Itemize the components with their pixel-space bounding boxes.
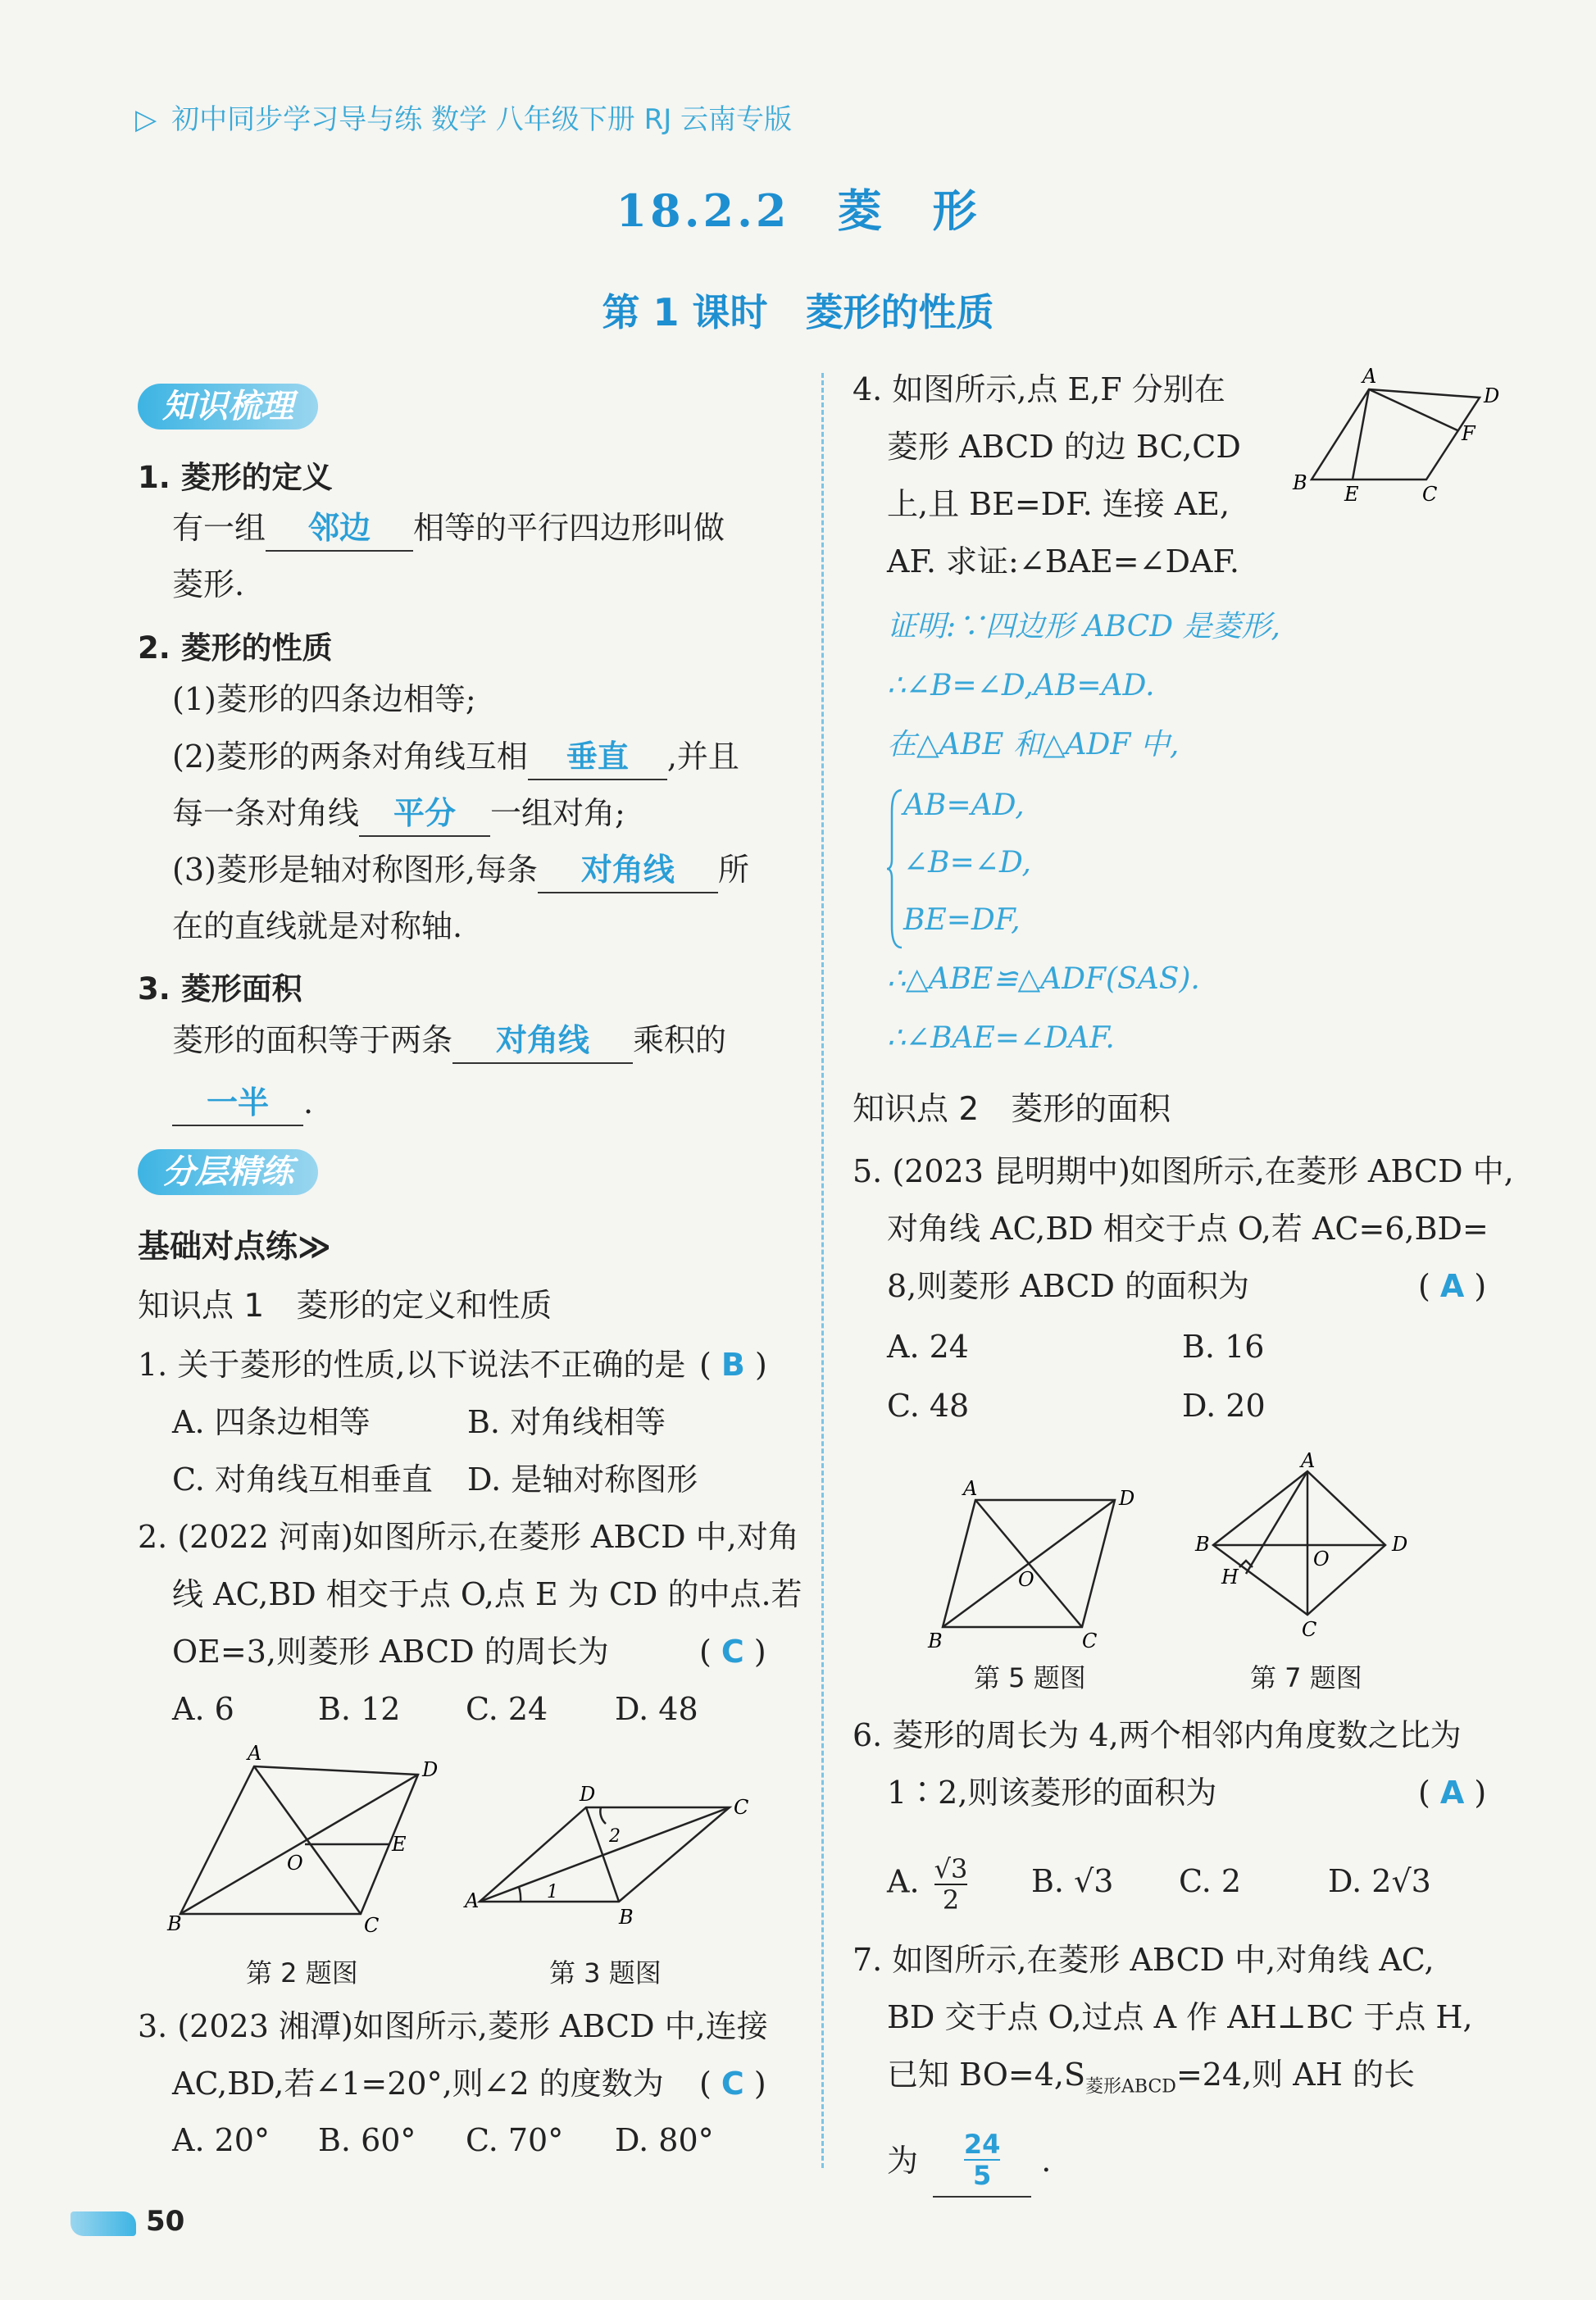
fraction-numerator: 24 bbox=[963, 2129, 1001, 2160]
k2-line2 bbox=[172, 734, 739, 780]
basic-practice-heading: 基础对点练≫ bbox=[138, 1229, 331, 1266]
figure-5 bbox=[918, 1475, 1156, 1656]
figure-4 bbox=[1283, 365, 1512, 512]
fraction-numerator: √3 bbox=[934, 1853, 968, 1884]
k2-line5: 在的直线就是对称轴. bbox=[172, 908, 463, 944]
label-d: D bbox=[1119, 1487, 1135, 1510]
q2-option-b: B. 12 bbox=[318, 1691, 401, 1727]
k1-text-a: 有一组 bbox=[172, 510, 266, 546]
k2-line4 bbox=[172, 848, 749, 893]
label-o: O bbox=[287, 1852, 303, 1875]
page-number-decoration bbox=[70, 2211, 136, 2236]
fraction bbox=[934, 1854, 968, 1915]
answer-blank: 邻边 bbox=[266, 506, 413, 552]
answer-blank: 垂直 bbox=[528, 734, 667, 780]
label-c: C bbox=[1302, 1618, 1317, 1641]
proof-line6: BE=DF, bbox=[903, 903, 1021, 937]
label-o: O bbox=[1018, 1568, 1034, 1591]
q7-subscript: 菱形ABCD bbox=[1085, 2076, 1176, 2098]
k1-heading: 1. 菱形的定义 bbox=[138, 460, 333, 495]
label-a: A bbox=[465, 1889, 480, 1912]
q4-line1: 4. 如图所示,点 E,F 分别在 bbox=[853, 371, 1225, 407]
figure-7 bbox=[1189, 1451, 1435, 1648]
label-a: A bbox=[1301, 1451, 1316, 1472]
play-icon: ▷ bbox=[135, 103, 157, 136]
label-d: D bbox=[1392, 1533, 1408, 1556]
rhombus-abcd bbox=[180, 1766, 418, 1914]
figure-7-caption: 第 7 题图 bbox=[1250, 1662, 1362, 1693]
q2-answer: C bbox=[721, 1634, 744, 1670]
label-angle-2: 2 bbox=[609, 1826, 621, 1847]
q2-line2: 线 AC,BD 相交于点 O,点 E 为 CD 的中点.若 bbox=[172, 1576, 803, 1612]
q2-option-c: C. 24 bbox=[466, 1691, 548, 1727]
q6-line1: 6. 菱形的周长为 4,两个相邻内角度数之比为 bbox=[853, 1717, 1462, 1753]
q5-answer: A bbox=[1439, 1268, 1465, 1304]
lesson-subtitle: 第 1 课时 菱形的性质 bbox=[602, 290, 994, 334]
q7-text: 已知 BO=4,S bbox=[887, 2057, 1085, 2093]
q2-answer-paren: ( C ) bbox=[699, 1634, 766, 1670]
proof-line7: ∴△ABE≌△ADF(SAS). bbox=[887, 962, 1200, 996]
k2-text: 所 bbox=[717, 852, 749, 888]
q6-option-d: D. 2√3 bbox=[1328, 1863, 1431, 1899]
figure-5-caption: 第 5 题图 bbox=[974, 1662, 1086, 1693]
label-c: C bbox=[364, 1914, 380, 1937]
q7-line1: 7. 如图所示,在菱形 ABCD 中,对角线 AC, bbox=[853, 1942, 1435, 1978]
answer-blank: 一半 bbox=[172, 1080, 303, 1126]
k2-text: 每一条对角线 bbox=[172, 795, 360, 831]
angle-2-arc bbox=[600, 1807, 606, 1824]
label-a: A bbox=[248, 1742, 262, 1765]
fraction-denominator: 5 bbox=[972, 2160, 992, 2191]
label-h: H bbox=[1221, 1566, 1239, 1589]
label-e: E bbox=[392, 1833, 407, 1856]
q6-option-c: C. 2 bbox=[1179, 1863, 1242, 1899]
q6-option-a-label: A. bbox=[887, 1863, 920, 1900]
q7-line2: BD 交于点 O,过点 A 作 AH⊥BC 于点 H, bbox=[887, 1999, 1473, 2035]
rhombus-abcd bbox=[1213, 1471, 1385, 1615]
q5-answer-paren: ( A ) bbox=[1418, 1268, 1487, 1304]
answer-blank: 对角线 bbox=[538, 848, 718, 893]
q1-option-a: A. 四条边相等 bbox=[172, 1404, 371, 1440]
q4-line2: 菱形 ABCD 的边 BC,CD bbox=[887, 429, 1241, 465]
proof-line3: 在△ABE 和△ADF 中, bbox=[887, 728, 1180, 761]
q1-option-b: B. 对角线相等 bbox=[467, 1404, 666, 1440]
q6-answer-paren: ( A ) bbox=[1418, 1775, 1487, 1811]
q3-option-d: D. 80° bbox=[615, 2122, 714, 2158]
k2-text: 一组对角; bbox=[490, 795, 625, 831]
answer-blank: 平分 bbox=[359, 791, 490, 837]
q1-answer-paren: ( B ) bbox=[699, 1347, 767, 1383]
q5-line1: 5. (2023 昆明期中)如图所示,在菱形 ABCD 中, bbox=[853, 1153, 1514, 1189]
k3-text: . bbox=[303, 1084, 314, 1120]
k2-text: (3)菱形是轴对称图形,每条 bbox=[172, 852, 538, 888]
label-b: B bbox=[928, 1630, 943, 1652]
proof-line4: AB=AD, bbox=[903, 789, 1025, 822]
label-a: A bbox=[963, 1477, 978, 1500]
k2-line3 bbox=[172, 791, 625, 837]
answer-blank bbox=[933, 2130, 1031, 2198]
q1-option-c: C. 对角线互相垂直 bbox=[172, 1461, 433, 1498]
q3-option-c: C. 70° bbox=[466, 2122, 564, 2158]
figure-3 bbox=[463, 1783, 766, 1939]
k2-text: ,并且 bbox=[666, 739, 739, 775]
q6-option-b: B. √3 bbox=[1031, 1863, 1114, 1899]
label-d: D bbox=[422, 1758, 439, 1781]
q4-line3: 上,且 BE=DF. 连接 AE, bbox=[887, 486, 1230, 522]
label-angle-1: 1 bbox=[547, 1882, 558, 1902]
header-text: 初中同步学习导与练 数学 八年级下册 RJ 云南专版 bbox=[171, 103, 793, 136]
section-title: 18.2.2 菱 形 bbox=[616, 184, 980, 237]
knowledge-point-2: 知识点 2 菱形的面积 bbox=[853, 1091, 1171, 1128]
q4-line4: AF. 求证:∠BAE=∠DAF. bbox=[887, 543, 1239, 580]
q7-text: =24,则 AH 的长 bbox=[1175, 2057, 1415, 2093]
k3-text: 菱形的面积等于两条 bbox=[172, 1022, 453, 1058]
k2-line1: (1)菱形的四条边相等; bbox=[172, 681, 476, 717]
proof-line1: 证明:∵四边形 ABCD 是菱形, bbox=[887, 610, 1280, 643]
page-number: 50 bbox=[146, 2205, 185, 2238]
label-f: F bbox=[1462, 422, 1476, 445]
q7-text: . bbox=[1041, 2143, 1052, 2179]
q6-option-a bbox=[887, 1854, 967, 1915]
answer-blank: 对角线 bbox=[452, 1018, 633, 1064]
q2-option-a: A. 6 bbox=[172, 1691, 234, 1727]
rhombus-abcd bbox=[1312, 389, 1480, 480]
q1-answer: B bbox=[721, 1347, 745, 1383]
proof-line8: ∴∠BAE=∠DAF. bbox=[887, 1021, 1115, 1055]
q5-option-c: C. 48 bbox=[887, 1388, 970, 1424]
k3-heading: 3. 菱形面积 bbox=[138, 971, 302, 1007]
q5-option-d: D. 20 bbox=[1182, 1388, 1266, 1424]
diagonal-bd bbox=[943, 1500, 1115, 1627]
q3-answer: C bbox=[721, 2066, 744, 2102]
q1-stem: 1. 关于菱形的性质,以下说法不正确的是 bbox=[138, 1347, 686, 1383]
label-c: C bbox=[1422, 483, 1438, 506]
q7-text: 为 bbox=[887, 2143, 919, 2179]
q5-option-a: A. 24 bbox=[887, 1329, 969, 1365]
label-d: D bbox=[580, 1783, 596, 1806]
label-b: B bbox=[167, 1912, 182, 1935]
knowledge-point-1: 知识点 1 菱形的定义和性质 bbox=[138, 1288, 552, 1325]
label-d: D bbox=[1484, 384, 1500, 407]
fraction bbox=[964, 2130, 1001, 2190]
segment-ah bbox=[1246, 1471, 1307, 1574]
q5-line3: 8,则菱形 ABCD 的面积为 bbox=[887, 1268, 1250, 1304]
q3-line1: 3. (2023 湘潭)如图所示,菱形 ABCD 中,连接 bbox=[138, 2008, 768, 2044]
label-a: A bbox=[1362, 365, 1377, 388]
label-b: B bbox=[1195, 1533, 1210, 1556]
q1-option-d: D. 是轴对称图形 bbox=[467, 1461, 698, 1498]
left-brace bbox=[887, 787, 905, 951]
q5-line2: 对角线 AC,BD 相交于点 O,若 AC=6,BD= bbox=[887, 1211, 1489, 1247]
q3-line2: AC,BD,若∠1=20°,则∠2 的度数为 bbox=[172, 2066, 664, 2102]
label-b: B bbox=[619, 1906, 634, 1929]
q7-line4 bbox=[887, 2130, 1051, 2198]
k2-heading: 2. 菱形的性质 bbox=[138, 630, 333, 666]
q5-option-b: B. 16 bbox=[1182, 1329, 1265, 1365]
k2-text: (2)菱形的两条对角线互相 bbox=[172, 739, 528, 775]
figure-2-caption: 第 2 题图 bbox=[246, 1957, 358, 1989]
q6-answer: A bbox=[1439, 1775, 1465, 1811]
k1-text-b: 相等的平行四边形叫做 bbox=[413, 510, 725, 546]
k3-line2 bbox=[172, 1080, 313, 1126]
k3-line1 bbox=[172, 1018, 726, 1064]
label-e: E bbox=[1344, 483, 1359, 506]
k3-text: 乘积的 bbox=[633, 1022, 727, 1058]
q2-option-d: D. 48 bbox=[615, 1691, 698, 1727]
q2-line3: OE=3,则菱形 ABCD 的周长为 bbox=[172, 1634, 609, 1670]
q3-option-a: A. 20° bbox=[172, 2122, 270, 2158]
column-divider bbox=[821, 373, 824, 2168]
label-c: C bbox=[734, 1796, 749, 1819]
running-header bbox=[135, 97, 792, 137]
label-c: C bbox=[1082, 1630, 1098, 1652]
angle-1-arc bbox=[519, 1887, 521, 1902]
q2-line1: 2. (2022 河南)如图所示,在菱形 ABCD 中,对角 bbox=[138, 1519, 799, 1555]
knowledge-summary-badge: 知识梳理 bbox=[138, 384, 318, 430]
q7-line3 bbox=[887, 2052, 1415, 2110]
figure-3-caption: 第 3 题图 bbox=[549, 1957, 662, 1989]
q6-line2: 1∶2,则该菱形的面积为 bbox=[887, 1775, 1217, 1811]
label-o: O bbox=[1313, 1548, 1330, 1570]
fraction-denominator: 2 bbox=[942, 1884, 960, 1916]
k1-line2: 菱形. bbox=[172, 566, 245, 602]
proof-line2: ∴∠B=∠D,AB=AD. bbox=[887, 669, 1155, 702]
q3-option-b: B. 60° bbox=[318, 2122, 416, 2158]
k1-line1 bbox=[172, 506, 725, 552]
proof-line5: ∠B=∠D, bbox=[903, 846, 1031, 880]
q3-answer-paren: ( C ) bbox=[699, 2066, 766, 2102]
figure-2 bbox=[164, 1742, 459, 1939]
label-b: B bbox=[1293, 471, 1307, 494]
layered-practice-badge: 分层精练 bbox=[138, 1149, 318, 1195]
right-angle-mark bbox=[1239, 1561, 1253, 1567]
